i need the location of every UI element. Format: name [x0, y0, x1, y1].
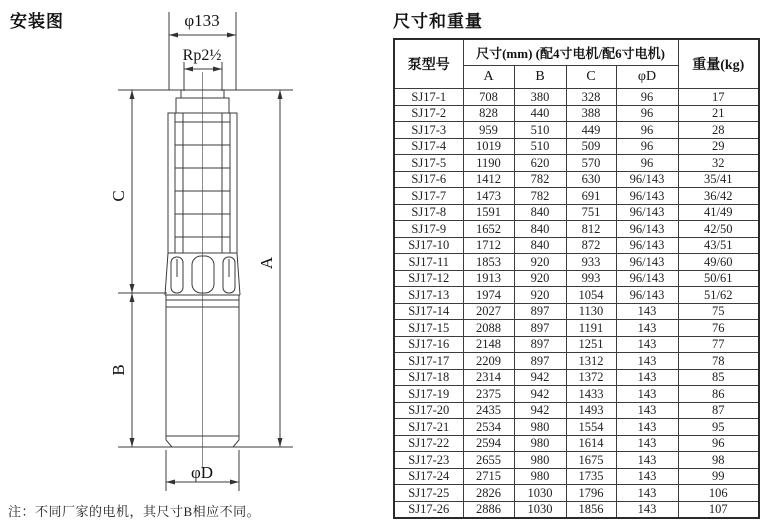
value-cell: 1735: [566, 468, 616, 485]
value-cell: 942: [514, 402, 566, 419]
value-cell: 840: [514, 221, 566, 238]
value-cell: 1030: [514, 501, 566, 518]
value-cell: 840: [514, 204, 566, 221]
value-cell: 78: [678, 353, 759, 370]
value-cell: 2375: [463, 386, 514, 403]
value-cell: 143: [616, 402, 678, 419]
table-row: [394, 435, 759, 452]
subheader-a: A: [463, 66, 514, 89]
value-cell: 17: [678, 89, 759, 106]
model-cell: SJ17-16: [394, 336, 463, 353]
value-cell: 1054: [566, 287, 616, 304]
value-cell: 2435: [463, 402, 514, 419]
column-header-weight: 重量(kg): [678, 39, 759, 89]
value-cell: 86: [678, 386, 759, 403]
model-cell: SJ17-2: [394, 105, 463, 122]
model-cell: SJ17-3: [394, 122, 463, 139]
value-cell: 96/143: [616, 270, 678, 287]
column-header-dimensions: 尺寸(mm) (配4寸电机/配6寸电机): [463, 39, 678, 66]
value-cell: 49/60: [678, 254, 759, 271]
value-cell: 96/143: [616, 287, 678, 304]
table-row: [394, 468, 759, 485]
strainer-side-left: [165, 253, 168, 295]
value-cell: 1372: [566, 369, 616, 386]
value-cell: 691: [566, 188, 616, 205]
value-cell: 897: [514, 303, 566, 320]
table-row: [394, 336, 759, 353]
model-cell: SJ17-6: [394, 171, 463, 188]
value-cell: 76: [678, 320, 759, 337]
value-cell: 812: [566, 221, 616, 238]
value-cell: 96: [616, 155, 678, 172]
value-cell: 630: [566, 171, 616, 188]
value-cell: 2314: [463, 369, 514, 386]
value-cell: 1554: [566, 419, 616, 436]
value-cell: 96: [616, 122, 678, 139]
value-cell: 1473: [463, 188, 514, 205]
value-cell: 328: [566, 89, 616, 106]
value-cell: 1712: [463, 237, 514, 254]
value-cell: 897: [514, 320, 566, 337]
table-row: [394, 204, 759, 221]
model-cell: SJ17-26: [394, 501, 463, 518]
value-cell: 440: [514, 105, 566, 122]
model-cell: SJ17-17: [394, 353, 463, 370]
model-cell: SJ17-4: [394, 138, 463, 155]
dim-label-b: B: [109, 364, 128, 376]
value-cell: 50/61: [678, 270, 759, 287]
value-cell: 1675: [566, 452, 616, 469]
value-cell: 143: [616, 419, 678, 436]
value-cell: 35/41: [678, 171, 759, 188]
table-row: [394, 402, 759, 419]
value-cell: 143: [616, 386, 678, 403]
value-cell: 1974: [463, 287, 514, 304]
dim-label-c: C: [109, 190, 128, 202]
value-cell: 21: [678, 105, 759, 122]
dim-label-top-diameter: φ133: [184, 11, 220, 30]
value-cell: 2886: [463, 501, 514, 518]
value-cell: 2148: [463, 336, 514, 353]
value-cell: 28: [678, 122, 759, 139]
model-cell: SJ17-20: [394, 402, 463, 419]
value-cell: 143: [616, 353, 678, 370]
value-cell: 2088: [463, 320, 514, 337]
model-cell: SJ17-11: [394, 254, 463, 271]
value-cell: 1030: [514, 485, 566, 502]
value-cell: 41/49: [678, 204, 759, 221]
value-cell: 96/143: [616, 237, 678, 254]
value-cell: 620: [514, 155, 566, 172]
model-cell: SJ17-12: [394, 270, 463, 287]
value-cell: 96/143: [616, 254, 678, 271]
subheader-c: C: [566, 66, 616, 89]
model-cell: SJ17-10: [394, 237, 463, 254]
value-cell: 980: [514, 468, 566, 485]
value-cell: 1019: [463, 138, 514, 155]
value-cell: 1130: [566, 303, 616, 320]
footnote: 注：不同厂家的电机，其尺寸B相应不同。: [8, 504, 261, 519]
value-cell: 920: [514, 254, 566, 271]
subheader-d: φD: [616, 66, 678, 89]
dim-label-thread: Rp2½: [182, 47, 222, 64]
value-cell: 942: [514, 369, 566, 386]
value-cell: 1856: [566, 501, 616, 518]
table-row: [394, 320, 759, 337]
value-cell: 1190: [463, 155, 514, 172]
value-cell: 32: [678, 155, 759, 172]
value-cell: 2209: [463, 353, 514, 370]
value-cell: 107: [678, 501, 759, 518]
value-cell: 143: [616, 320, 678, 337]
table-row: [394, 485, 759, 502]
model-cell: SJ17-21: [394, 419, 463, 436]
value-cell: 143: [616, 485, 678, 502]
value-cell: 85: [678, 369, 759, 386]
value-cell: 143: [616, 501, 678, 518]
value-cell: 87: [678, 402, 759, 419]
value-cell: 96: [678, 435, 759, 452]
value-cell: 510: [514, 122, 566, 139]
value-cell: 840: [514, 237, 566, 254]
value-cell: 1614: [566, 435, 616, 452]
value-cell: 43/51: [678, 237, 759, 254]
table-row: [394, 386, 759, 403]
dim-label-bottom-diameter: φD: [190, 463, 214, 482]
model-cell: SJ17-18: [394, 369, 463, 386]
value-cell: 920: [514, 270, 566, 287]
dim-label-a: A: [257, 256, 276, 270]
table-row: [394, 501, 759, 518]
value-cell: 1191: [566, 320, 616, 337]
table-row: [394, 287, 759, 304]
table-row: [394, 221, 759, 238]
value-cell: 96: [616, 105, 678, 122]
installation-diagram-title: 安装图: [10, 12, 64, 31]
value-cell: 980: [514, 452, 566, 469]
value-cell: 510: [514, 138, 566, 155]
value-cell: 933: [566, 254, 616, 271]
table-row: [394, 122, 759, 139]
value-cell: 96: [616, 89, 678, 106]
value-cell: 2534: [463, 419, 514, 436]
value-cell: 99: [678, 468, 759, 485]
model-cell: SJ17-14: [394, 303, 463, 320]
value-cell: 1312: [566, 353, 616, 370]
model-cell: SJ17-5: [394, 155, 463, 172]
subheader-b: B: [514, 66, 566, 89]
model-cell: SJ17-24: [394, 468, 463, 485]
value-cell: 2655: [463, 452, 514, 469]
value-cell: 75: [678, 303, 759, 320]
value-cell: 96/143: [616, 204, 678, 221]
model-cell: SJ17-22: [394, 435, 463, 452]
table-row: [394, 369, 759, 386]
value-cell: 51/62: [678, 287, 759, 304]
value-cell: 980: [514, 419, 566, 436]
value-cell: 1652: [463, 221, 514, 238]
model-cell: SJ17-23: [394, 452, 463, 469]
table-row: [394, 138, 759, 155]
value-cell: 942: [514, 386, 566, 403]
table-row: [394, 89, 759, 106]
model-cell: SJ17-25: [394, 485, 463, 502]
table-row: [394, 303, 759, 320]
value-cell: 509: [566, 138, 616, 155]
table-row: [394, 452, 759, 469]
value-cell: 1493: [566, 402, 616, 419]
value-cell: 143: [616, 303, 678, 320]
value-cell: 1913: [463, 270, 514, 287]
value-cell: 570: [566, 155, 616, 172]
value-cell: 98: [678, 452, 759, 469]
value-cell: 2027: [463, 303, 514, 320]
value-cell: 2715: [463, 468, 514, 485]
table-row: [394, 270, 759, 287]
table-row: [394, 419, 759, 436]
value-cell: 96/143: [616, 221, 678, 238]
value-cell: 95: [678, 419, 759, 436]
table-row: [394, 237, 759, 254]
table-row: [394, 171, 759, 188]
value-cell: 1412: [463, 171, 514, 188]
value-cell: 920: [514, 287, 566, 304]
value-cell: 96: [616, 138, 678, 155]
column-header-model: 泵型号: [394, 39, 463, 89]
value-cell: 872: [566, 237, 616, 254]
model-cell: SJ17-7: [394, 188, 463, 205]
value-cell: 380: [514, 89, 566, 106]
model-cell: SJ17-8: [394, 204, 463, 221]
value-cell: 96/143: [616, 188, 678, 205]
value-cell: 1853: [463, 254, 514, 271]
value-cell: 782: [514, 171, 566, 188]
value-cell: 1796: [566, 485, 616, 502]
model-cell: SJ17-13: [394, 287, 463, 304]
value-cell: 1591: [463, 204, 514, 221]
strainer-slot-center: [192, 256, 214, 293]
table-row: [394, 155, 759, 172]
value-cell: 77: [678, 336, 759, 353]
value-cell: 751: [566, 204, 616, 221]
table-row: [394, 188, 759, 205]
strainer-side-right: [237, 253, 240, 295]
value-cell: 897: [514, 353, 566, 370]
value-cell: 106: [678, 485, 759, 502]
value-cell: 980: [514, 435, 566, 452]
value-cell: 897: [514, 336, 566, 353]
value-cell: 449: [566, 122, 616, 139]
dimension-weight-table: [393, 38, 760, 519]
value-cell: 29: [678, 138, 759, 155]
value-cell: 388: [566, 105, 616, 122]
value-cell: 1433: [566, 386, 616, 403]
value-cell: 1251: [566, 336, 616, 353]
value-cell: 708: [463, 89, 514, 106]
value-cell: 2594: [463, 435, 514, 452]
value-cell: 143: [616, 369, 678, 386]
table-row: [394, 105, 759, 122]
model-cell: SJ17-9: [394, 221, 463, 238]
dimensions-weight-title: 尺寸和重量: [393, 12, 483, 31]
table-row: [394, 254, 759, 271]
value-cell: 36/42: [678, 188, 759, 205]
table-row: [394, 353, 759, 370]
value-cell: 828: [463, 105, 514, 122]
value-cell: 42/50: [678, 221, 759, 238]
dimension-table-body: [394, 89, 759, 519]
model-cell: SJ17-1: [394, 89, 463, 106]
value-cell: 143: [616, 336, 678, 353]
value-cell: 2826: [463, 485, 514, 502]
value-cell: 143: [616, 435, 678, 452]
value-cell: 782: [514, 188, 566, 205]
value-cell: 143: [616, 468, 678, 485]
model-cell: SJ17-19: [394, 386, 463, 403]
value-cell: 959: [463, 122, 514, 139]
model-cell: SJ17-15: [394, 320, 463, 337]
value-cell: 96/143: [616, 171, 678, 188]
value-cell: 993: [566, 270, 616, 287]
value-cell: 143: [616, 452, 678, 469]
